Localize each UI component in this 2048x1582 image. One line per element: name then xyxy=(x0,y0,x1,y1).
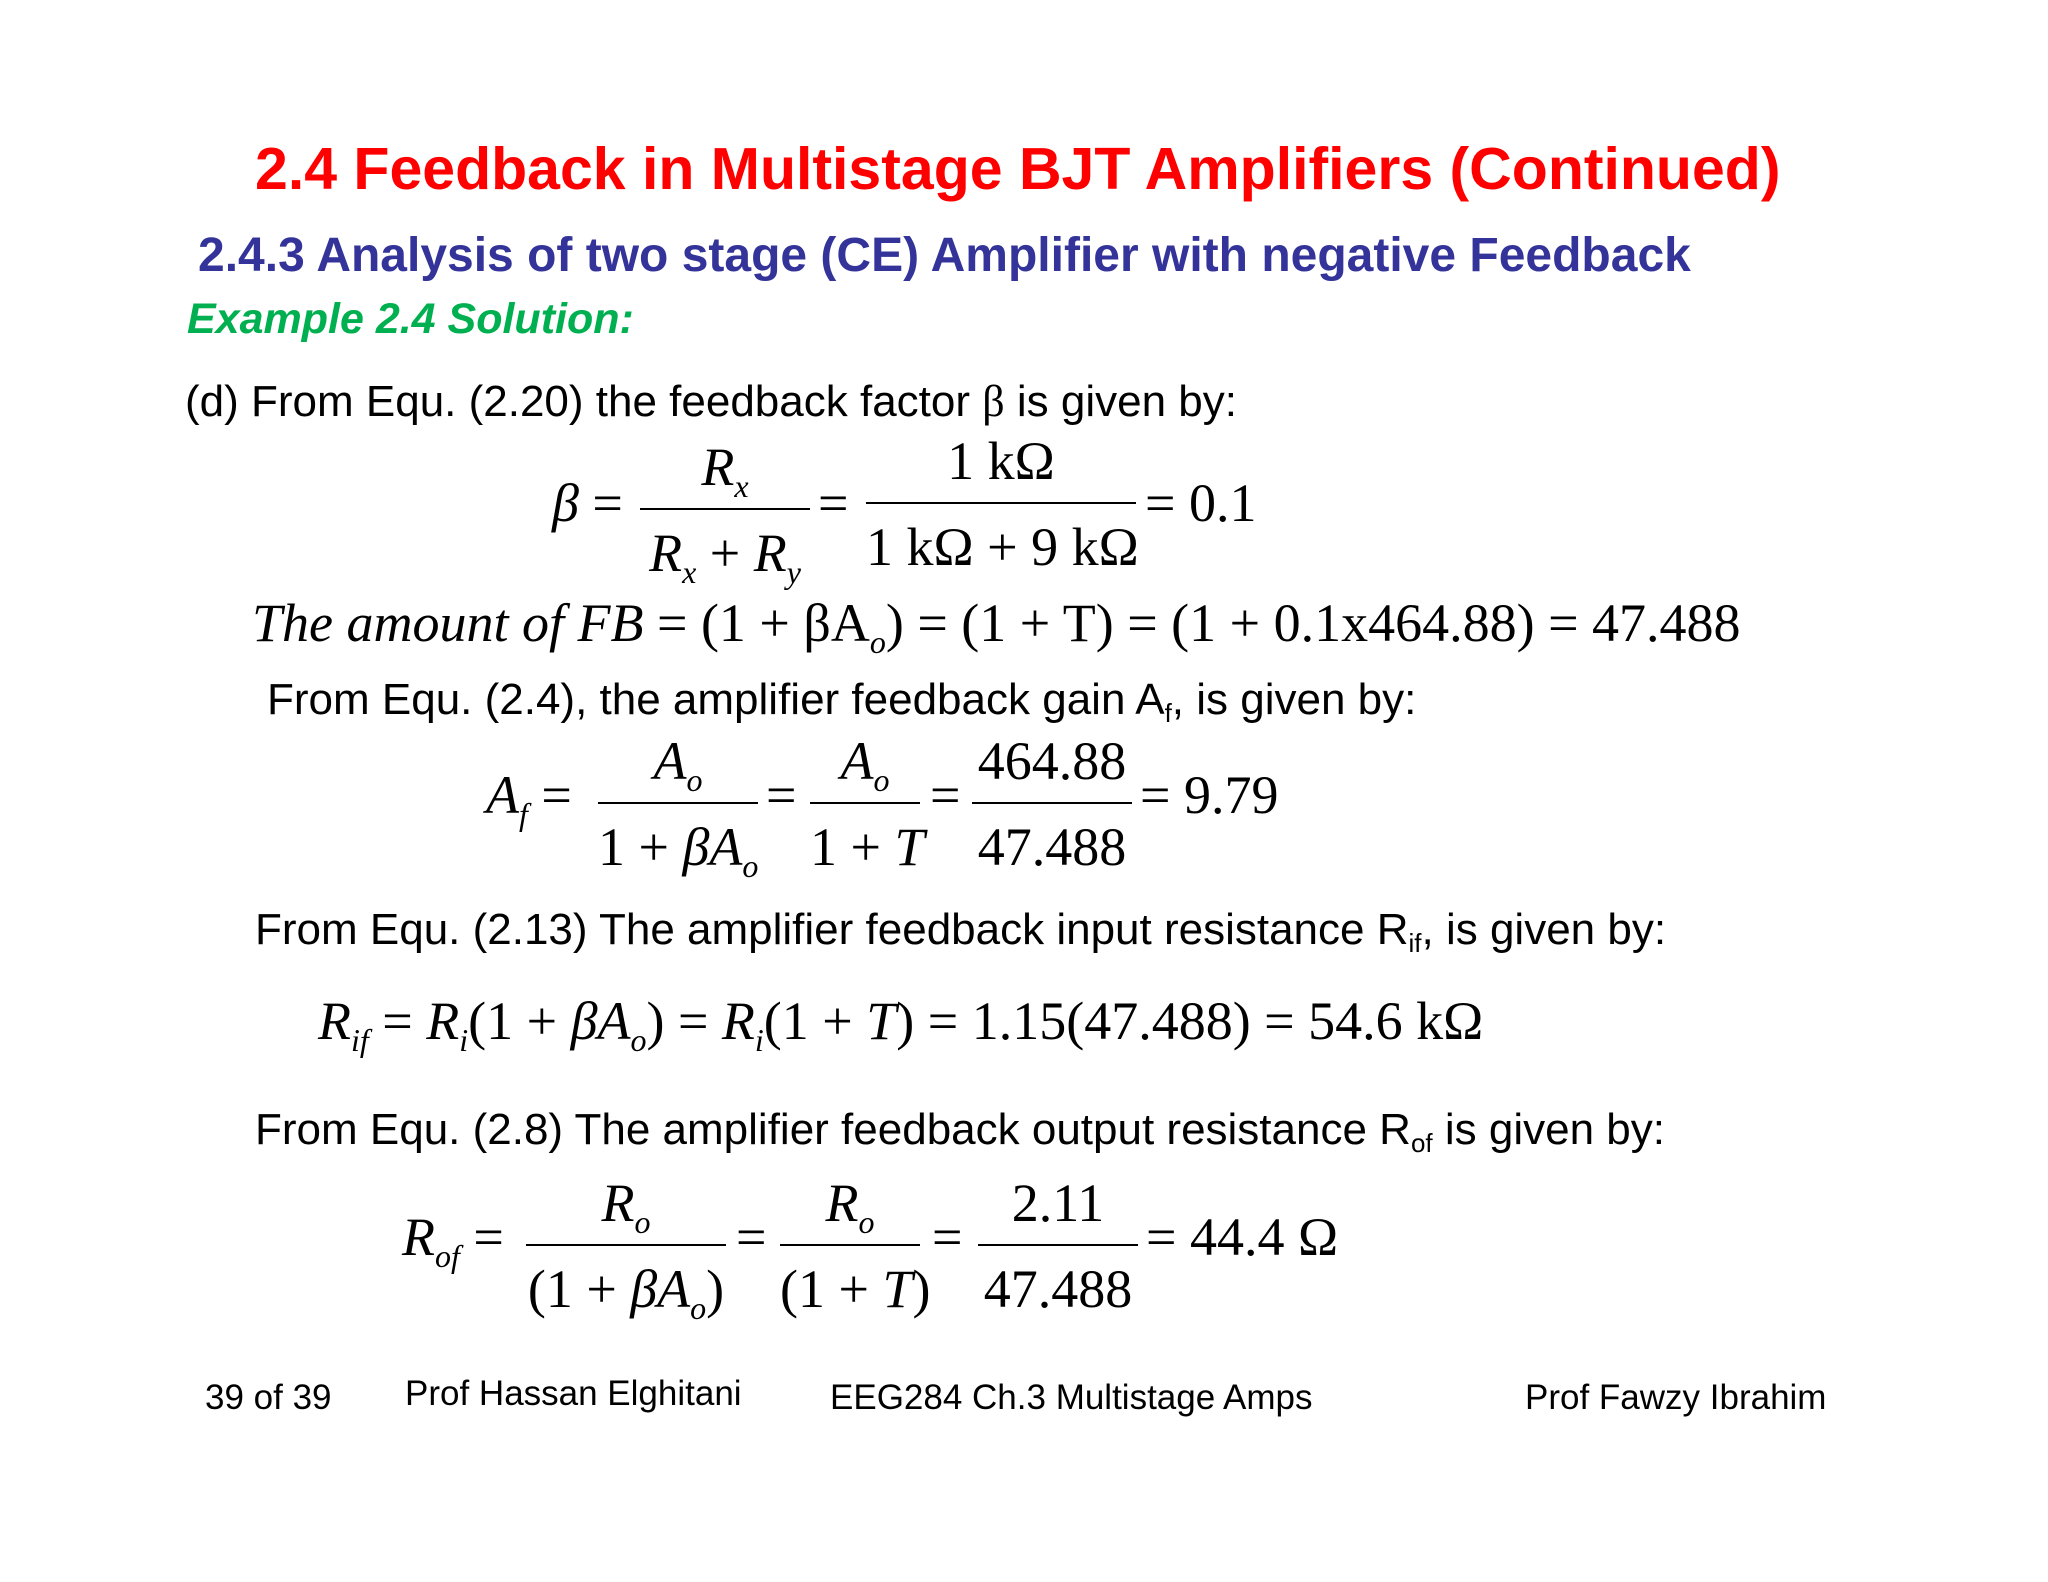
beta-equals: = xyxy=(818,473,849,533)
gain-equals-1: = xyxy=(766,765,797,825)
beta-result: = 0.1 xyxy=(1145,473,1257,533)
feedback-factor-intro: (d) From Equ. (2.20) the feedback factor β is given by: xyxy=(185,377,1237,426)
slide-subtitle: 2.4.3 Analysis of two stage (CE) Amplifier with negative Feedback xyxy=(198,229,1691,282)
beta-lhs: β = xyxy=(552,473,623,533)
input-resistance-equation: $R_{if} = R_i(1 + \beta A_o) = R_i(1 + T) = 1.15(47.488) = 54.6$ kΩ xyxy=(318,991,1484,1058)
output-resistance-lhs: $R_{of}$ = xyxy=(402,1207,504,1274)
page-number: 39 of 39 xyxy=(205,1378,332,1417)
gain-lhs: $A_f$ = xyxy=(486,765,572,832)
beta-fraction-2: 1 kΩ 1 kΩ + 9 kΩ xyxy=(866,431,1139,577)
slide-title: 2.4 Feedback in Multistage BJT Amplifiers (Continued) xyxy=(255,136,1781,202)
example-label: Example 2.4 Solution: xyxy=(187,295,634,343)
beta-fraction-1: $R_x$ $R_x + R_y$ xyxy=(640,436,810,596)
rout-fraction-3: 2.11 47.488 xyxy=(978,1172,1138,1332)
gain-intro: From Equ. (2.4), the amplifier feedback gain $A_f$, is given by: xyxy=(267,675,1417,728)
gain-fraction-2: $A_o$ 1 + T xyxy=(810,731,925,877)
gain-fraction-3: 464.88 47.488 xyxy=(972,730,1132,890)
footer-author-2: Prof Fawzy Ibrahim xyxy=(1525,1378,1827,1417)
rout-result: = 44.4 Ω xyxy=(1146,1207,1339,1267)
gain-result: = 9.79 xyxy=(1140,765,1279,825)
footer-course: EEG284 Ch.3 Multistage Amps xyxy=(830,1378,1313,1417)
gain-equals-2: = xyxy=(930,765,961,825)
fb-amount-equation: The amount of FB = $(1 + \beta A_o) = (1 + T) = (1 + 0.1x464.88) = 47.488$ xyxy=(252,593,1741,660)
rout-equals-1: = xyxy=(736,1207,767,1267)
rout-fraction-2: $R_o$ (1 + T) xyxy=(780,1173,931,1319)
rout-fraction-1: $R_o$ $(1 + \beta A_o)$ xyxy=(527,1173,725,1326)
footer-author-1: Prof Hassan Elghitani xyxy=(405,1374,742,1413)
output-resistance-intro: From Equ. (2.8) The amplifier feedback output resistance $R_{of}$ is given by: xyxy=(255,1105,1665,1158)
gain-fraction-1: $A_o$ $1 + \beta A_o$ xyxy=(598,731,759,884)
input-resistance-intro: From Equ. (2.13) The amplifier feedback input resistance $R_{if}$, is given by: xyxy=(255,905,1667,958)
rout-equals-2: = xyxy=(932,1207,963,1267)
